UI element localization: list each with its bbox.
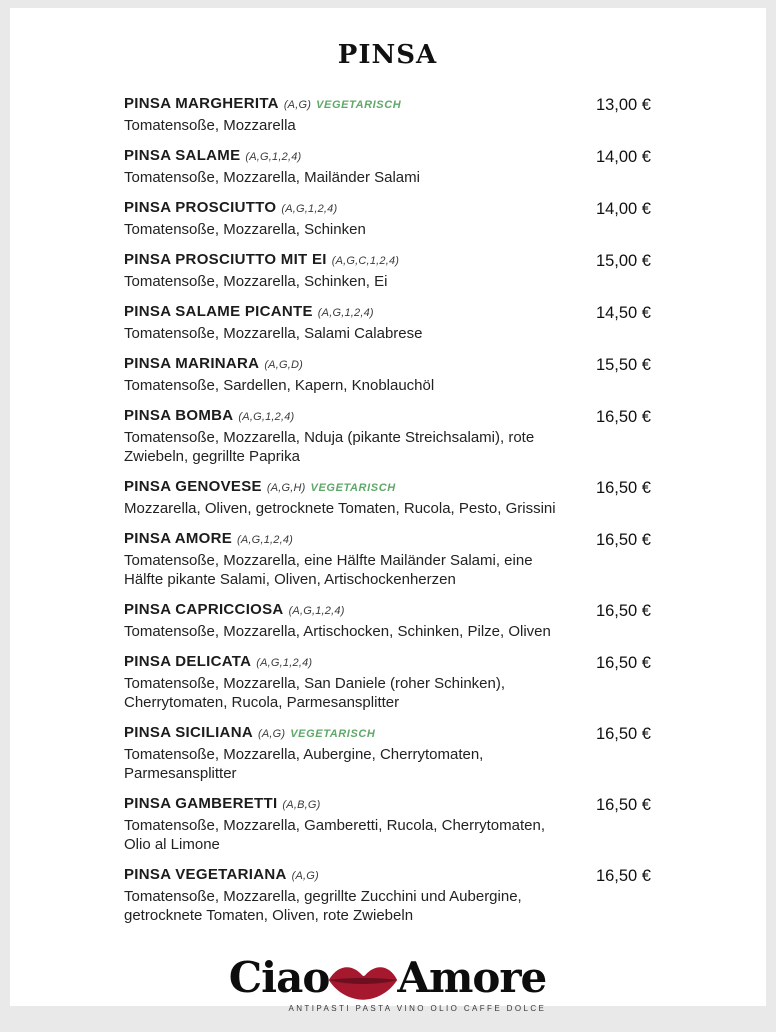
menu-item-description: Tomatensoße, Mozzarella, Salami Calabrese bbox=[124, 325, 423, 342]
menu-item bbox=[124, 723, 651, 783]
menu-item bbox=[124, 477, 651, 518]
footer bbox=[124, 955, 651, 1013]
menu-item-name-row bbox=[124, 250, 399, 271]
menu-item-name-row bbox=[124, 146, 420, 167]
menu-item bbox=[124, 94, 651, 135]
menu-item-description: Tomatensoße, Mozzarella, Gamberetti, Rucola, Cherrytomaten, Olio al Limone bbox=[124, 817, 546, 853]
allergen-codes: (A,G,H) bbox=[266, 482, 306, 494]
menu-item bbox=[124, 146, 651, 187]
menu-item-description: Tomatensoße, Mozzarella, Schinken, Ei bbox=[124, 273, 388, 290]
menu-item-name-row bbox=[124, 865, 564, 886]
menu-item-price: 16,50 € bbox=[595, 867, 651, 885]
menu-item-name: PINSA PROSCIUTTO bbox=[124, 199, 277, 216]
allergen-codes: (A,G,C,1,2,4) bbox=[331, 255, 400, 267]
menu-item-name: PINSA DELICATA bbox=[124, 653, 252, 670]
brand-logo bbox=[229, 955, 547, 1013]
menu-item-text bbox=[124, 146, 420, 187]
brand-ciao-text: Ciao bbox=[228, 953, 330, 1002]
menu-item-price: 16,50 € bbox=[595, 602, 651, 620]
menu-item-text bbox=[124, 529, 564, 589]
allergen-codes: (A,G,1,2,4) bbox=[256, 657, 313, 669]
allergen-codes: (A,G,1,2,4) bbox=[238, 411, 295, 423]
menu-item-name-row bbox=[124, 198, 366, 219]
menu-item-price: 15,50 € bbox=[595, 356, 651, 374]
allergen-codes: (A,G,D) bbox=[264, 359, 303, 371]
menu-item-price: 16,50 € bbox=[595, 531, 651, 549]
menu-item-name-row bbox=[124, 406, 564, 427]
menu-item-name-row bbox=[124, 477, 556, 498]
brand-amore-text: Amore bbox=[397, 953, 547, 1002]
menu-item-text bbox=[124, 406, 564, 466]
menu-item bbox=[124, 652, 651, 712]
menu-item-name-row bbox=[124, 302, 422, 323]
menu-item-name-row bbox=[124, 652, 564, 673]
menu-item-price: 14,00 € bbox=[595, 148, 651, 166]
menu-item-text bbox=[124, 354, 434, 395]
menu-item-name-row bbox=[124, 529, 564, 550]
allergen-codes: (A,G,1,2,4) bbox=[245, 151, 302, 163]
menu-item-text bbox=[124, 794, 564, 854]
allergen-codes: (A,G,1,2,4) bbox=[288, 605, 345, 617]
menu-item-text bbox=[124, 477, 556, 518]
menu-item bbox=[124, 302, 651, 343]
menu-item-description: Tomatensoße, Mozzarella, eine Hälfte Mailänder Salami, eine Hälfte pikante Salami, Oliven, Artischockenherzen bbox=[124, 552, 533, 588]
menu-item-name: PINSA VEGETARIANA bbox=[124, 866, 287, 883]
menu-item bbox=[124, 406, 651, 466]
menu-item-name-row bbox=[124, 723, 564, 744]
page-title: PINSA bbox=[337, 40, 438, 70]
vegetarian-label: VEGETARISCH bbox=[310, 482, 396, 494]
menu-item-description: Tomatensoße, Mozzarella, Mailänder Salami bbox=[124, 169, 420, 186]
menu-item-name: PINSA SALAME PICANTE bbox=[124, 303, 313, 320]
menu-item-text bbox=[124, 94, 401, 135]
menu-item-description: Tomatensoße, Sardellen, Kapern, Knoblauchöl bbox=[124, 377, 435, 394]
menu-page bbox=[10, 8, 766, 1013]
menu-item-name: PINSA GENOVESE bbox=[124, 478, 262, 495]
menu-item-text bbox=[124, 250, 399, 291]
allergen-codes: (A,G) bbox=[257, 728, 286, 740]
menu-item-description: Tomatensoße, Mozzarella bbox=[124, 117, 296, 134]
lips-icon bbox=[321, 957, 405, 1003]
menu-item-name: PINSA SICILIANA bbox=[124, 724, 253, 741]
menu-item-name: PINSA BOMBA bbox=[124, 407, 234, 424]
menu-item-price: 16,50 € bbox=[595, 796, 651, 814]
menu-item-description: Tomatensoße, Mozzarella, San Daniele (roher Schinken), Cherrytomaten, Rucola, Parmesansplitter bbox=[124, 675, 506, 711]
menu-item-price: 16,50 € bbox=[595, 725, 651, 743]
menu-item-price: 15,00 € bbox=[595, 252, 651, 270]
menu-item-text bbox=[124, 865, 564, 925]
vegetarian-label: VEGETARISCH bbox=[316, 99, 402, 111]
menu-item-description: Tomatensoße, Mozzarella, Aubergine, Cherrytomaten, Parmesansplitter bbox=[124, 746, 484, 782]
menu-item-name: PINSA AMORE bbox=[124, 530, 233, 547]
allergen-codes: (A,B,G) bbox=[282, 799, 321, 811]
menu-item bbox=[124, 865, 651, 925]
menu-item-text bbox=[124, 652, 564, 712]
menu-item-text bbox=[124, 198, 366, 239]
allergen-codes: (A,G,1,2,4) bbox=[317, 307, 374, 319]
allergen-codes: (A,G) bbox=[291, 870, 319, 882]
brand-wordmark bbox=[229, 955, 547, 1001]
menu-item-name: PINSA PROSCIUTTO MIT EI bbox=[124, 251, 327, 268]
menu-item-name: PINSA MARINARA bbox=[124, 355, 260, 372]
menu-item-description: Tomatensoße, Mozzarella, gegrillte Zucchini und Aubergine, getrocknete Tomaten, Oliven, rote Zwiebeln bbox=[124, 888, 522, 924]
menu-item bbox=[124, 600, 651, 641]
vegetarian-label: VEGETARISCH bbox=[290, 728, 376, 740]
allergen-codes: (A,G,1,2,4) bbox=[237, 534, 294, 546]
allergen-codes: (A,G,1,2,4) bbox=[281, 203, 338, 215]
menu-item-text bbox=[124, 302, 422, 343]
brand-tagline: ANTIPASTI PASTA VINO OLIO CAFFE DOLCE bbox=[288, 1004, 547, 1013]
menu-item-description: Tomatensoße, Mozzarella, Artischocken, Schinken, Pilze, Oliven bbox=[124, 623, 551, 640]
menu-item bbox=[124, 250, 651, 291]
menu-item bbox=[124, 198, 651, 239]
menu-item-price: 13,00 € bbox=[595, 96, 651, 114]
menu-item-name-row bbox=[124, 600, 551, 621]
menu-item-price: 14,50 € bbox=[595, 304, 651, 322]
menu-item bbox=[124, 794, 651, 854]
menu-item-description: Mozzarella, Oliven, getrocknete Tomaten, Rucola, Pesto, Grissini bbox=[124, 500, 556, 517]
menu-list bbox=[124, 94, 651, 925]
menu-item-name: PINSA SALAME bbox=[124, 147, 241, 164]
menu-item-name: PINSA GAMBERETTI bbox=[124, 795, 278, 812]
menu-item-text bbox=[124, 723, 564, 783]
menu-item-price: 16,50 € bbox=[595, 654, 651, 672]
menu-item-name-row bbox=[124, 794, 564, 815]
menu-item-name-row bbox=[124, 354, 434, 375]
menu-item-price: 16,50 € bbox=[595, 479, 651, 497]
menu-item-name-row bbox=[124, 94, 401, 115]
menu-item-price: 16,50 € bbox=[595, 408, 651, 426]
menu-item-text bbox=[124, 600, 551, 641]
menu-item-price: 14,00 € bbox=[595, 200, 651, 218]
menu-item-name: PINSA MARGHERITA bbox=[124, 95, 279, 112]
menu-item bbox=[124, 529, 651, 589]
menu-item-description: Tomatensoße, Mozzarella, Nduja (pikante Streichsalami), rote Zwiebeln, gegrillte Paprika bbox=[124, 429, 535, 465]
menu-item-description: Tomatensoße, Mozzarella, Schinken bbox=[124, 221, 366, 238]
menu-item-name: PINSA CAPRICCIOSA bbox=[124, 601, 284, 618]
menu-item bbox=[124, 354, 651, 395]
allergen-codes: (A,G) bbox=[283, 99, 312, 111]
